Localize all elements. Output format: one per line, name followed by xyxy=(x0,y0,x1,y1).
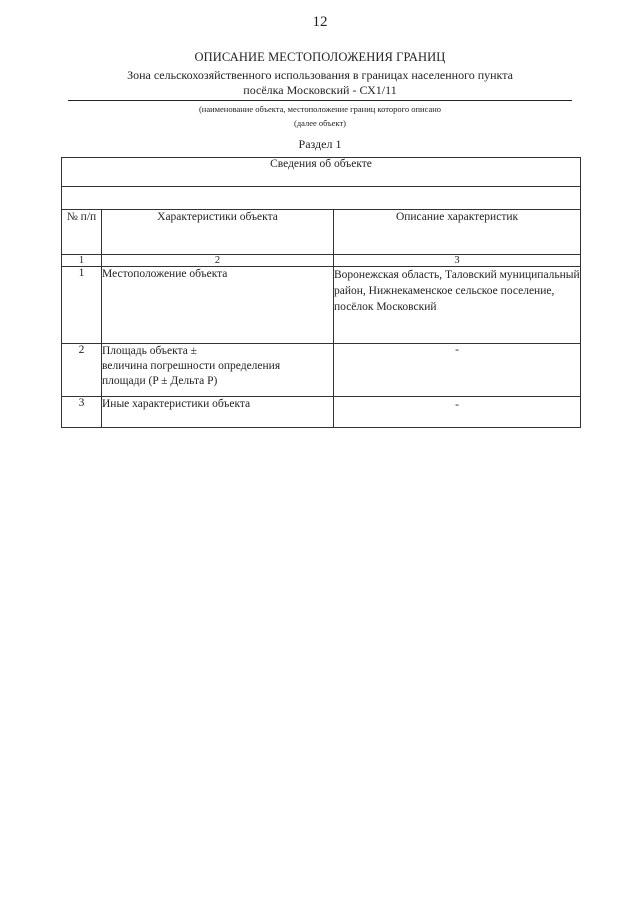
header-characteristics: Характеристики объекта xyxy=(102,210,334,255)
column-number-row xyxy=(62,255,581,267)
column-number: 2 xyxy=(102,255,334,267)
section-heading: Раздел 1 xyxy=(298,137,342,151)
table-title-row xyxy=(62,158,581,187)
table-empty-row xyxy=(62,187,581,210)
table-title: Сведения об объекте xyxy=(62,158,581,187)
document-title: ОПИСАНИЕ МЕСТОПОЛОЖЕНИЯ ГРАНИЦ xyxy=(194,50,446,64)
underline-rule xyxy=(68,100,572,101)
row-description: - xyxy=(334,397,581,428)
column-number: 1 xyxy=(62,255,102,267)
table-empty-cell xyxy=(62,187,581,210)
zone-name-line-2: посёлка Московский - СХ1/11 xyxy=(243,83,397,97)
row-description: Воронежская область, Таловский муниципальный район, Нижнекаменское сельское поселение, посёлок Московский xyxy=(334,267,581,344)
characteristic-line: величина погрешности определения xyxy=(102,360,281,372)
header-num: № п/п xyxy=(62,210,102,255)
row-characteristic xyxy=(102,344,334,397)
page-number: 12 xyxy=(312,14,328,30)
column-number: 3 xyxy=(334,255,581,267)
table-header-row xyxy=(62,210,581,255)
row-number: 2 xyxy=(62,344,102,397)
header-description: Описание характеристик xyxy=(334,210,581,255)
row-characteristic: Иные характеристики объекта xyxy=(102,397,334,428)
object-info-table xyxy=(61,157,581,428)
row-description: - xyxy=(334,344,581,397)
object-caption-line-2: (далее объект) xyxy=(293,118,346,128)
characteristic-line: Площадь объекта ± xyxy=(102,345,197,357)
row-characteristic: Местоположение объекта xyxy=(102,267,334,344)
table-row xyxy=(62,344,581,397)
row-number: 1 xyxy=(62,267,102,344)
object-caption-line-1: (наименование объекта, местоположение границ которого описано xyxy=(198,104,442,114)
row-number: 3 xyxy=(62,397,102,428)
zone-name-line-1: Зона сельскохозяйственного использования в границах населенного пункта xyxy=(127,68,513,82)
characteristic-line: площади (P ± Дельта P) xyxy=(102,375,218,387)
table-row xyxy=(62,397,581,428)
table-row xyxy=(62,267,581,344)
